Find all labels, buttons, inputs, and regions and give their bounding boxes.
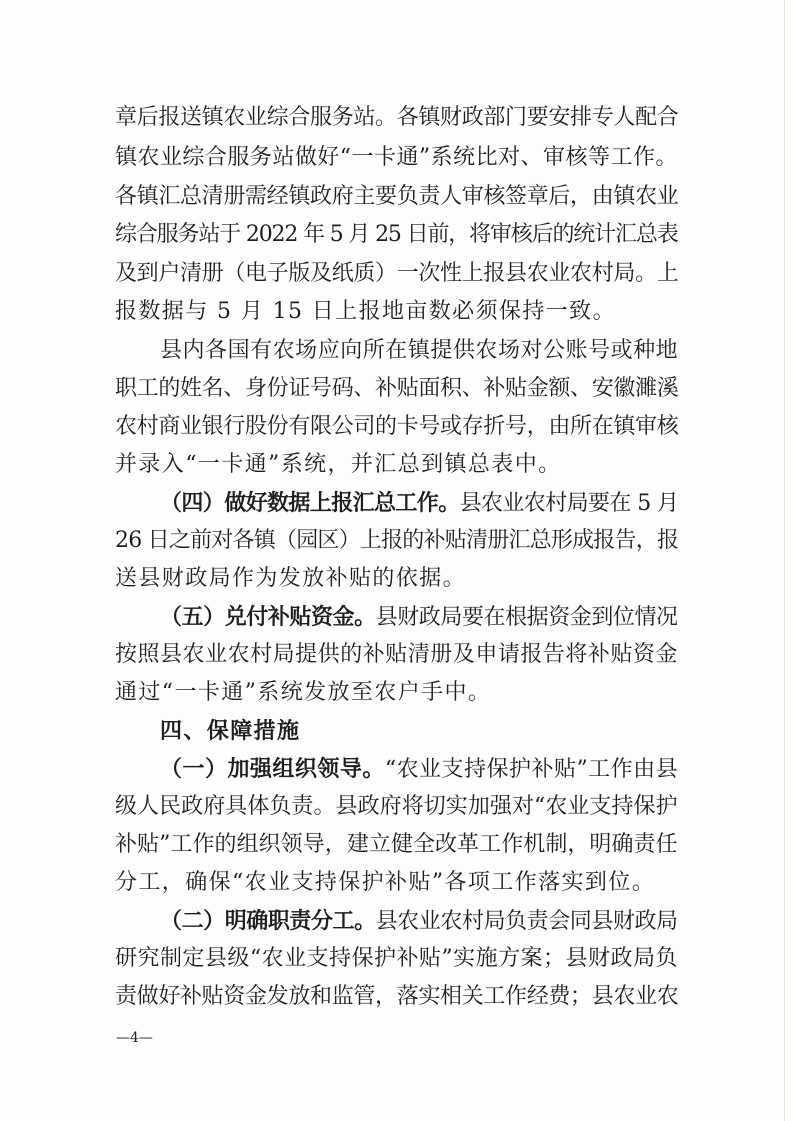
section-heading: （四）做好数据上报汇总工作。: [160, 490, 460, 516]
section-heading: （一）加强组织领导。: [160, 756, 385, 782]
text-line: 县内各国有农场应向所在镇提供农场对公账号或种地: [160, 338, 679, 363]
text-run: 县财政局要在根据资金到位情况: [375, 605, 678, 630]
section-heading: （二）明确职责分工。: [160, 908, 376, 934]
text-line: 送县财政局作为发放补贴的依据。: [115, 566, 467, 591]
text-run: 县农业农村局负责会同县财政局: [375, 909, 678, 934]
text-line: 研究制定县级“农业支持保护补贴”实施方案；县财政局负: [115, 946, 678, 971]
text-line: 各镇汇总清册需经镇政府主要负责人审核签章后，由镇农业: [115, 184, 679, 209]
section-title: 四、保障措施: [160, 718, 301, 744]
text-line: 报数据与 5 月 15 日上报地亩数必须保持一致。: [115, 299, 616, 324]
text-line: 镇农业综合服务站做好“一卡通”系统比对、审核等工作。: [115, 145, 678, 170]
text-line: 补贴”工作的组织领导，建立健全改革工作机制，明确责任: [115, 832, 678, 857]
text-line: [160, 488, 678, 519]
text-line: 并录入“一卡通”系统，并汇总到镇总表中。: [115, 452, 562, 477]
text-line: 章后报送镇农业综合服务站。各镇财政部门要安排专人配合: [115, 105, 679, 130]
text-line: 分工，确保“农业支持保护补贴”各项工作落实到位。: [115, 870, 656, 895]
text-line: [160, 906, 678, 937]
text-run: “农业支持保护补贴”工作由县: [384, 757, 679, 782]
text-line: 职工的姓名、身份证号码、补贴面积、补贴金额、安徽濉溪: [115, 376, 679, 401]
text-run: 县农业农村局要在 5 月: [459, 491, 679, 516]
text-line: 综合服务站于 2022 年 5 月 25 日前，将审核后的统计汇总表: [115, 222, 678, 247]
text-line: [160, 754, 678, 785]
section-heading: （五）兑付补贴资金。: [160, 604, 376, 630]
text-line: 责做好补贴资金发放和监管，落实相关工作经费；县农业农: [115, 984, 679, 1009]
scan-edge-line: [784, 0, 785, 1121]
page-number: —4—: [116, 1030, 153, 1046]
text-line: [160, 602, 678, 633]
text-line: 通过“一卡通”系统发放至农户手中。: [115, 680, 492, 705]
text-line: 26 日之前对各镇（园区）上报的补贴清册汇总形成报告，报: [115, 528, 679, 553]
text-line: 按照县农业农村局提供的补贴清册及申请报告将补贴资金: [115, 642, 679, 667]
text-line: 级人民政府具体负责。县政府将切实加强对“农业支持保护: [115, 794, 678, 819]
text-line: 农村商业银行股份有限公司的卡号或存折号，由所在镇审核: [115, 414, 679, 439]
text-line: 及到户清册（电子版及纸质）一次性上报县农业农村局。上: [115, 261, 679, 286]
